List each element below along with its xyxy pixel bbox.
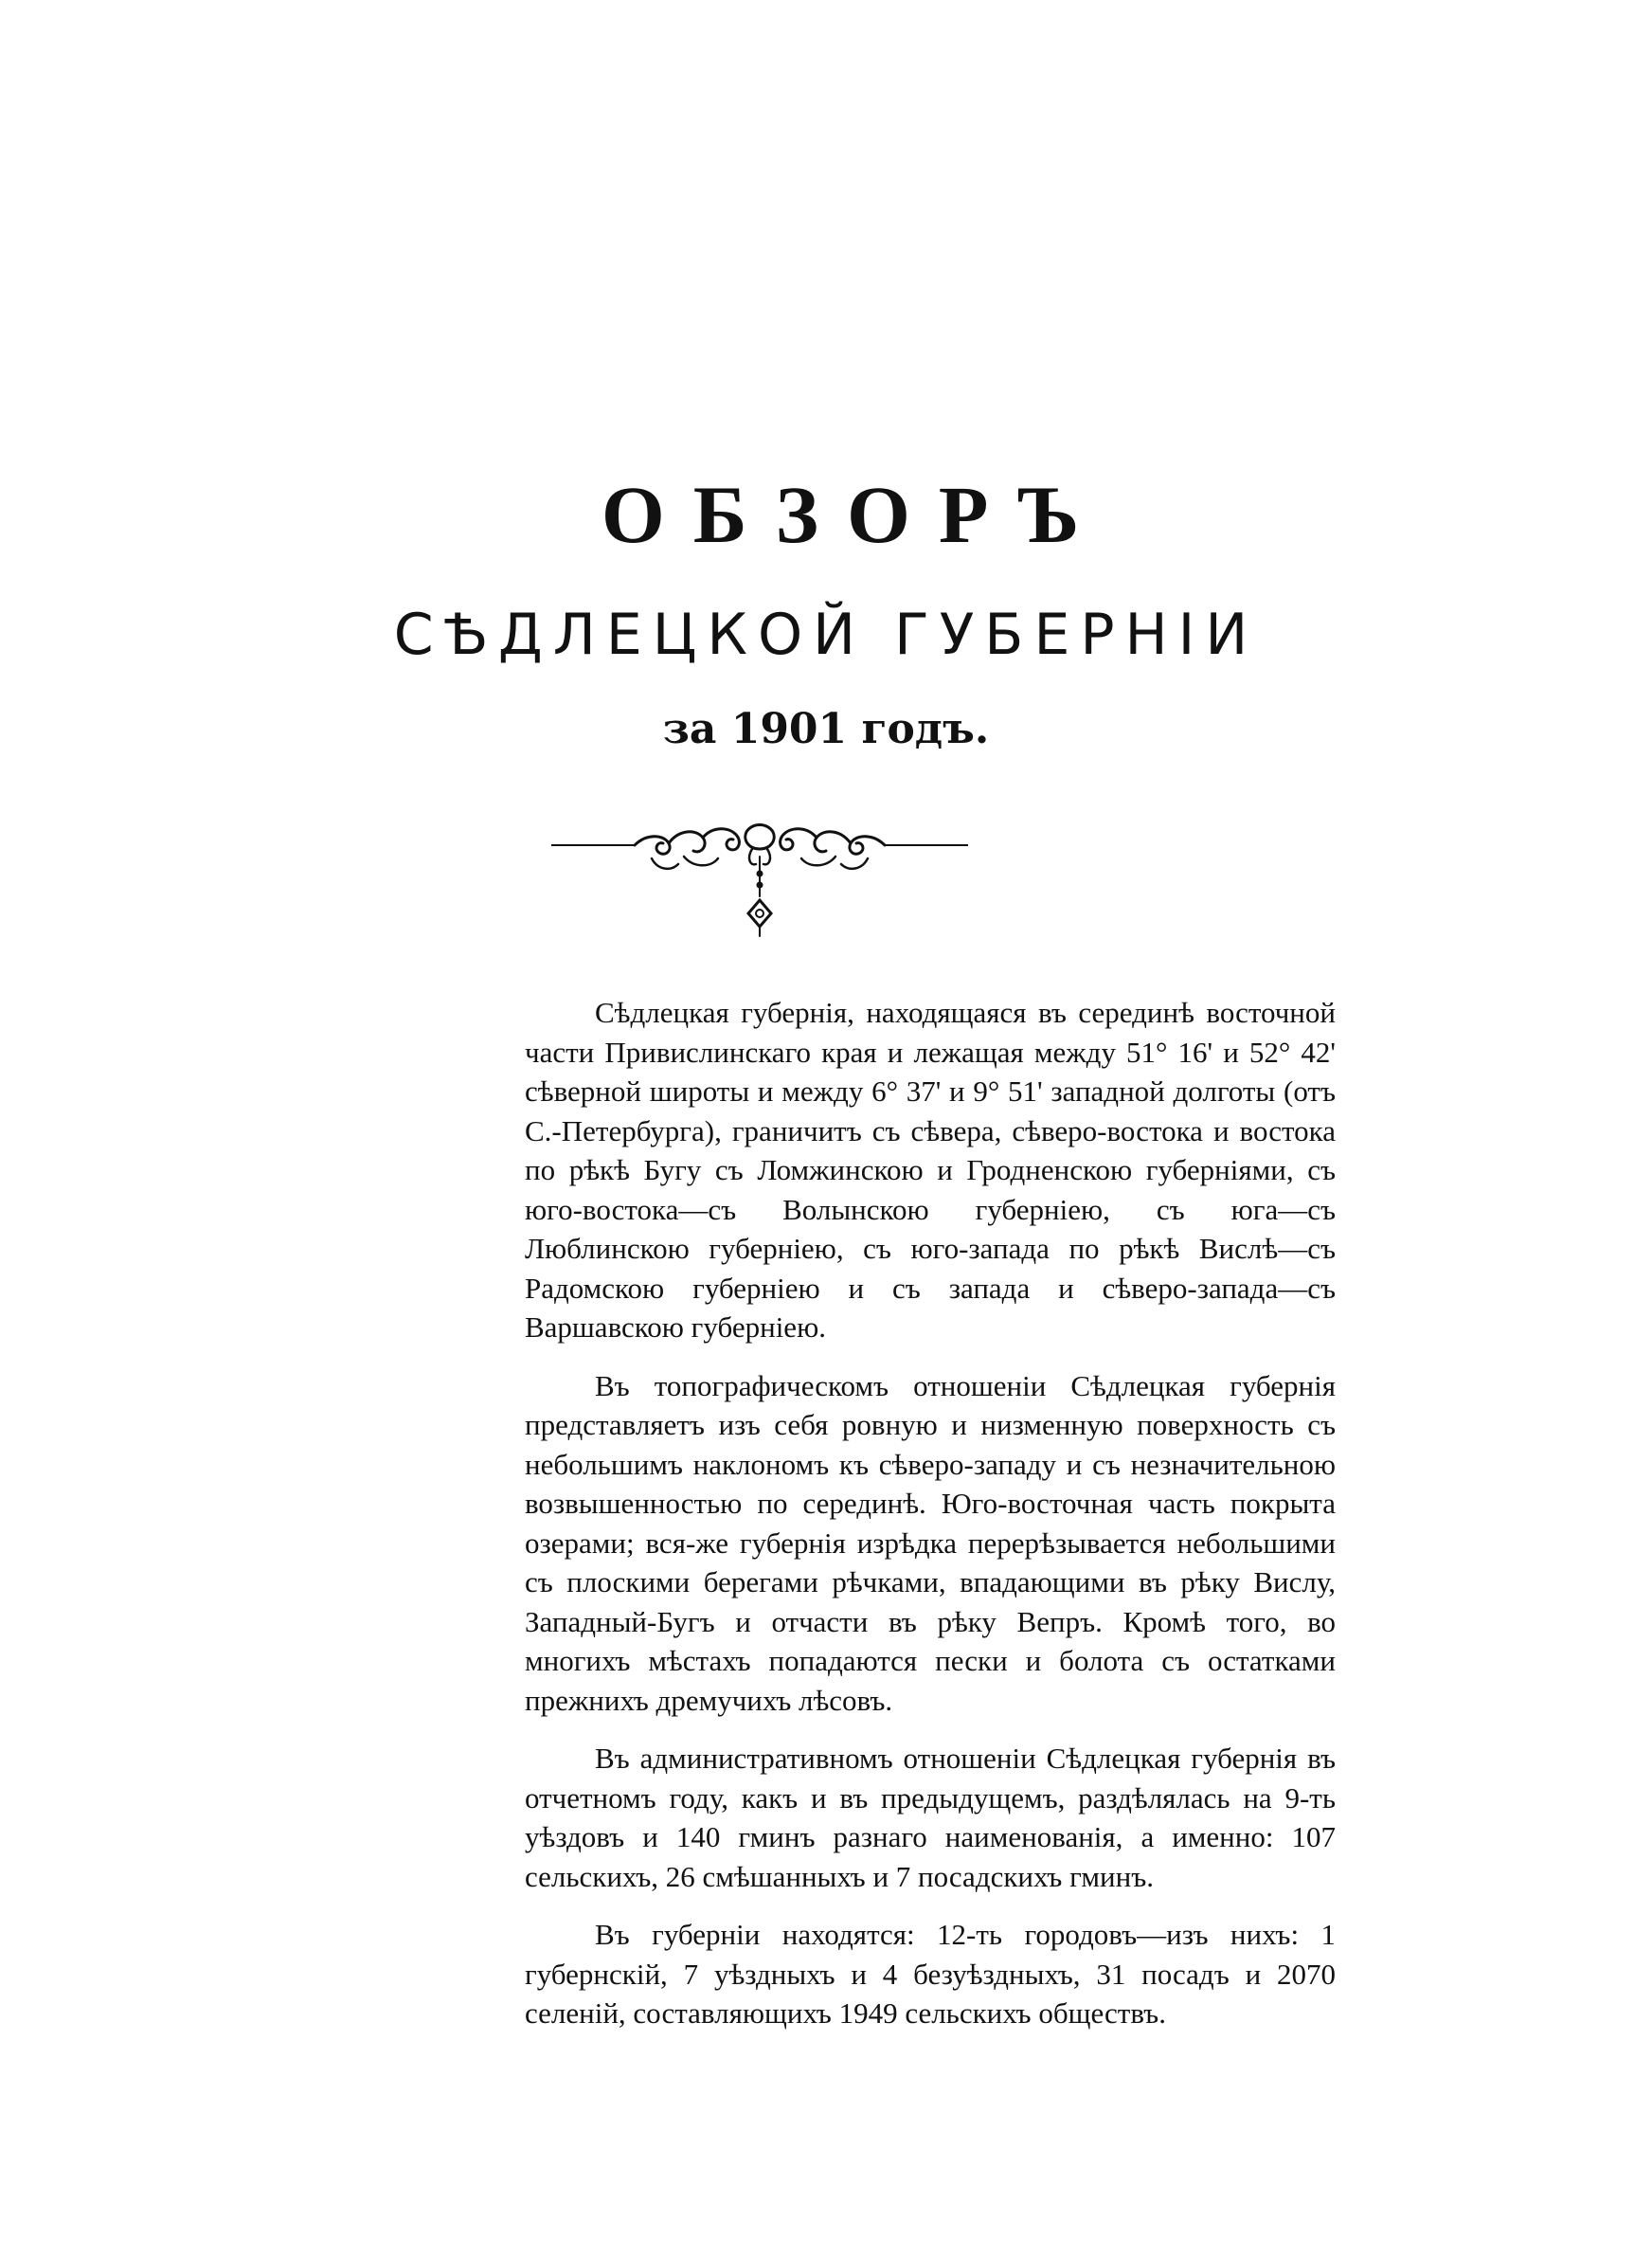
document-year-line: за 1901 годъ. bbox=[662, 705, 990, 753]
document-subtitle: СѢДЛЕЦКОЙ ГУБЕРНІИ bbox=[393, 602, 1259, 668]
document-title: ОБЗОРЪ bbox=[601, 469, 1108, 560]
decorative-ornament-icon bbox=[551, 815, 968, 948]
document-body bbox=[525, 993, 1336, 2052]
paragraph-settlements: Въ губерніи находятся: 12-ть городовъ—изъ нихъ: 1 губернскій, 7 уѣздныхъ и 4 безуѣздныхъ, 31 посадъ и 2070 селеній, составляющихъ 1949 сельскихъ обществъ. bbox=[525, 1918, 1336, 2030]
paragraph-topography: Въ топографическомъ отношеніи Сѣдлецкая губернія представляетъ изъ себя ровную и низменную поверхность съ небольшимъ наклономъ къ сѣверо-западу и съ незначительною возвышенностью по серединѣ. Юго-восточная часть покрыта озерами; вся-же губернія изрѣдка перерѣзывается небольшими съ плоскими берегами рѣчками, впадающими въ рѣку Вислу, Западный-Бугъ и отчасти въ рѣку Вепръ. Кромѣ того, во многихъ мѣстахъ попадаются пески и болота съ остатками прежнихъ дремучихъ лѣсовъ. bbox=[525, 1368, 1336, 1717]
paragraph-borders: Сѣдлецкая губернія, находящаяся въ серединѣ восточной части Привислинскаго края и лежащая между 51° 16' и 52° 42' сѣверной широты и между 6° 37' и 9° 51' западной долготы (отъ С.-Петербурга), граничитъ съ сѣвера, сѣверо-востока и востока по рѣкѣ Бугу съ Ломжинскою и Гродненскою губерніями, съ юго-востока—съ Волынскою губерніею, съ юга—съ Люблинскою губерніею, съ юго-запада по рѣкѣ Вислѣ—съ Радомскою губерніею и съ запада и сѣверо-запада—съ Варшавскою губерніею. bbox=[525, 996, 1336, 1344]
paragraph-administration: Въ административномъ отношеніи Сѣдлецкая губернія въ отчетномъ году, какъ и въ предыдущемъ, раздѣлялась на 9-ть уѣздовъ и 140 гминъ разнаго наименованія, а именно: 107 сельскихъ, 26 смѣшанныхъ и 7 посадскихъ гминъ. bbox=[525, 1742, 1336, 1893]
